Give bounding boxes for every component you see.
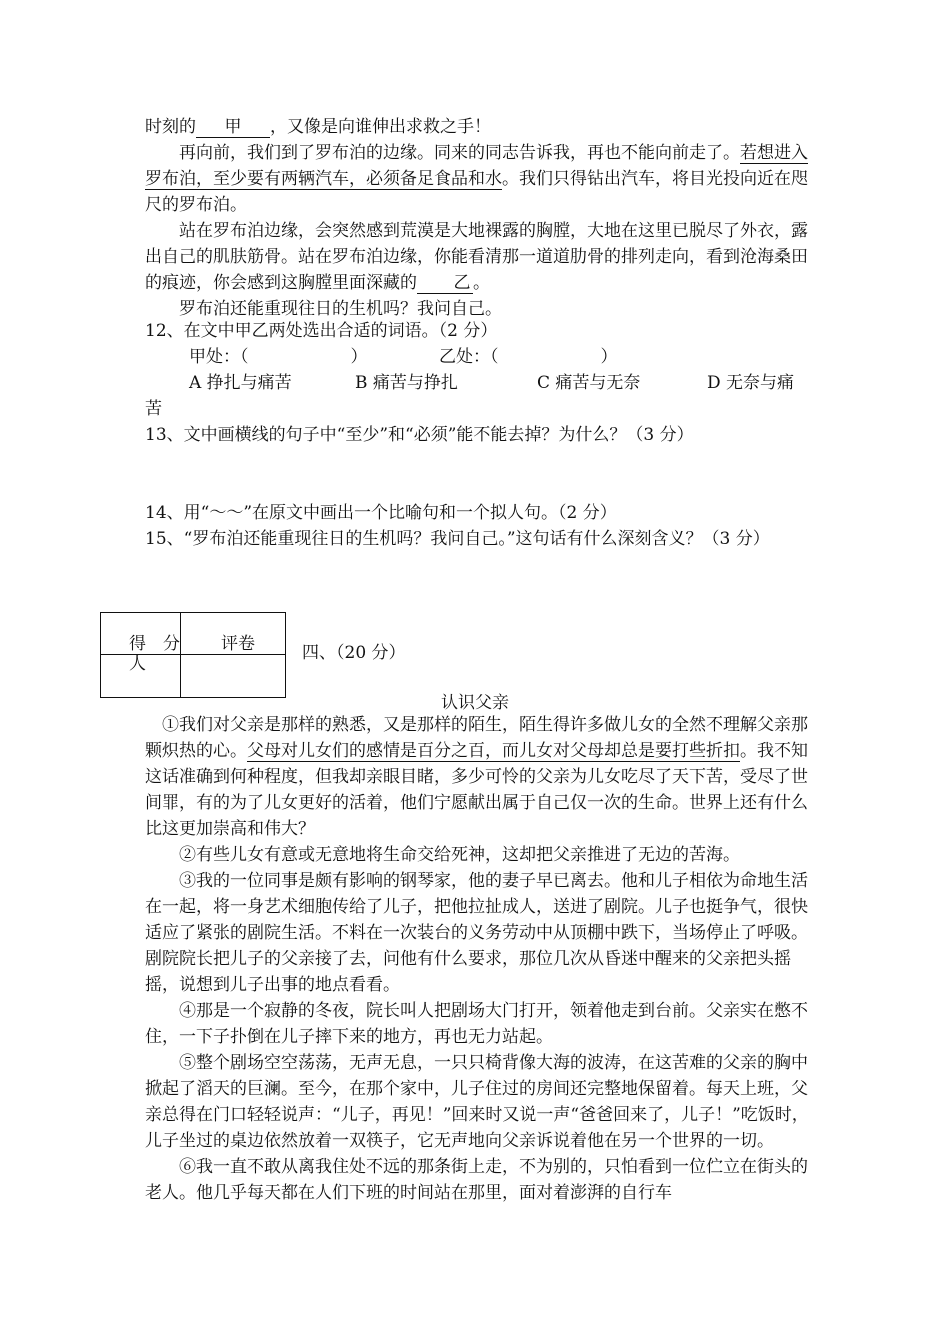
question-15: 15、“罗布泊还能重现往日的生机吗？我问自己。”这句话有什么深刻含义？（3 分）: [145, 529, 770, 549]
option-b: B 痛苦与挣扎: [355, 373, 458, 393]
p1-underlined: 父母对儿女们的感情是百分之百，而儿女对父母却总是要打些折扣: [247, 741, 740, 761]
text-line-end: ，又像是向谁伸出求救之手！: [270, 117, 491, 137]
passage-luobupo: [145, 114, 810, 322]
father-para-4: ④那是一个寂静的冬夜，院长叫人把剧场大门打开，领着他走到台前。父亲实在憋不住，一下子扑倒在儿子摔下来的地方，再也无力站起。: [145, 1001, 808, 1047]
passage-para-4: 罗布泊还能重现往日的生机吗？我问自己。: [179, 299, 502, 319]
father-para-5: ⑤整个剧场空空荡荡，无声无息，一只只椅背像大海的波涛，在这苦难的父亲的胸中掀起了滔天的巨澜。至今，在那个家中，儿子住过的房间还完整地保留着。每天上班，父亲总得在门口轻轻说声：“儿子，再见！”回来时又说一声“爸爸回来了，儿子！”吃饭时，儿子坐过的桌边依然放着一双筷子，它无声地向父亲诉说着他在另一个世界的一切。: [145, 1053, 809, 1151]
option-d-wrap: 苦: [145, 399, 162, 419]
text-line-start: 时刻的: [145, 117, 196, 137]
p1-text: ①我们对父亲是那样的熟悉，又是那样的陌生，陌生得许多做儿女的全然不理解父亲那颗炽热的心。: [145, 715, 808, 761]
passage-para-2: [145, 140, 810, 218]
score-table: [100, 612, 286, 698]
grader-label: 评卷: [221, 634, 255, 654]
option-d: D 无奈与痛: [707, 373, 795, 393]
section-4-heading: 四、（20 分）: [302, 643, 406, 663]
underlined-sentence: 若想进入罗布泊，至少要有两辆汽车，必须备足食品和水: [145, 143, 808, 189]
para3-text: 站在罗布泊边缘，会突然感到荒漠是大地裸露的胸膛，大地在这里已脱尽了外衣，露出自己的肌肤筋骨。站在罗布泊边缘，你能看清那一道道肋骨的排列走向，看到沧海桑田的痕迹，你会感到这胸膛里面深藏的: [145, 221, 808, 293]
answer-yi: 乙处：（ ）: [439, 347, 618, 367]
question-12: 12、在文中甲乙两处选出合适的词语。（2 分）: [145, 321, 498, 341]
question-14: 14、用“～～”在原文中画出一个比喻句和一个拟人句。（2 分）: [145, 503, 617, 523]
para2-text-end: 。我们只得钻出汽车，将目光投向近在咫尺的罗布泊。: [145, 169, 808, 215]
question-13: 13、文中画横线的句子中“至少”和“必须”能不能去掉？为什么？（3 分）: [145, 425, 694, 445]
question-12-answers: [145, 344, 810, 370]
father-para-6: ⑥我一直不敢从离我住处不远的那条街上走，不为别的，只怕看到一位伫立在街头的老人。他几乎每天都在人们下班的时间站在那里，面对着澎湃的自行车: [145, 1157, 808, 1203]
score-cell: [101, 613, 181, 655]
para3-end: 。: [473, 273, 490, 293]
blank-yi: 乙: [417, 273, 473, 294]
answer-jia: 甲处：（ ）: [189, 347, 368, 367]
blank-jia: 甲: [196, 117, 270, 138]
para2-text: 再向前，我们到了罗布泊的边缘。同来的同志告诉我，再也不能向前走了。: [179, 143, 740, 163]
score-label: 得 分: [129, 634, 180, 654]
passage-line-1: [145, 114, 810, 140]
grader-label-wrap: 人: [129, 654, 146, 674]
p1-text-end: 。我不知这话准确到何种程度，但我却亲眼目睹，多少可怜的父亲为儿女吃尽了天下苦，受尽了世间罪，有的为了儿女更好的活着，他们宁愿献出属于自己仅一次的生命。世界上还有什么比这更加崇高和伟大？: [145, 741, 808, 839]
answer-space-13: [145, 448, 810, 500]
passage-title: 认识父亲: [441, 693, 509, 713]
question-12-options: [145, 370, 810, 396]
passage-para-3: [145, 218, 810, 296]
questions-block: [145, 318, 810, 552]
grader-cell: [181, 613, 286, 655]
option-a: A 挣扎与痛苦: [189, 373, 292, 393]
option-c: C 痛苦与无奈: [537, 373, 641, 393]
father-para-1: [145, 712, 810, 842]
father-para-3: ③我的一位同事是颇有影响的钢琴家，他的妻子早已离去。他和儿子相依为命地生活在一起，将一身艺术细胞传给了儿子，把他拉扯成人，送进了剧院。儿子也挺争气，很快适应了紧张的剧院生活。不料在一次装台的义务劳动中从顶棚中跌下，当场停止了呼吸。剧院院长把儿子的父亲接了去，问他有什么要求，那位几次从昏迷中醒来的父亲把头摇摇，说想到儿子出事的地点看看。: [145, 871, 808, 995]
passage-father: [145, 712, 810, 1206]
father-para-2: ②有些儿女有意或无意地将生命交给死神，这却把父亲推进了无边的苦海。: [179, 845, 740, 865]
